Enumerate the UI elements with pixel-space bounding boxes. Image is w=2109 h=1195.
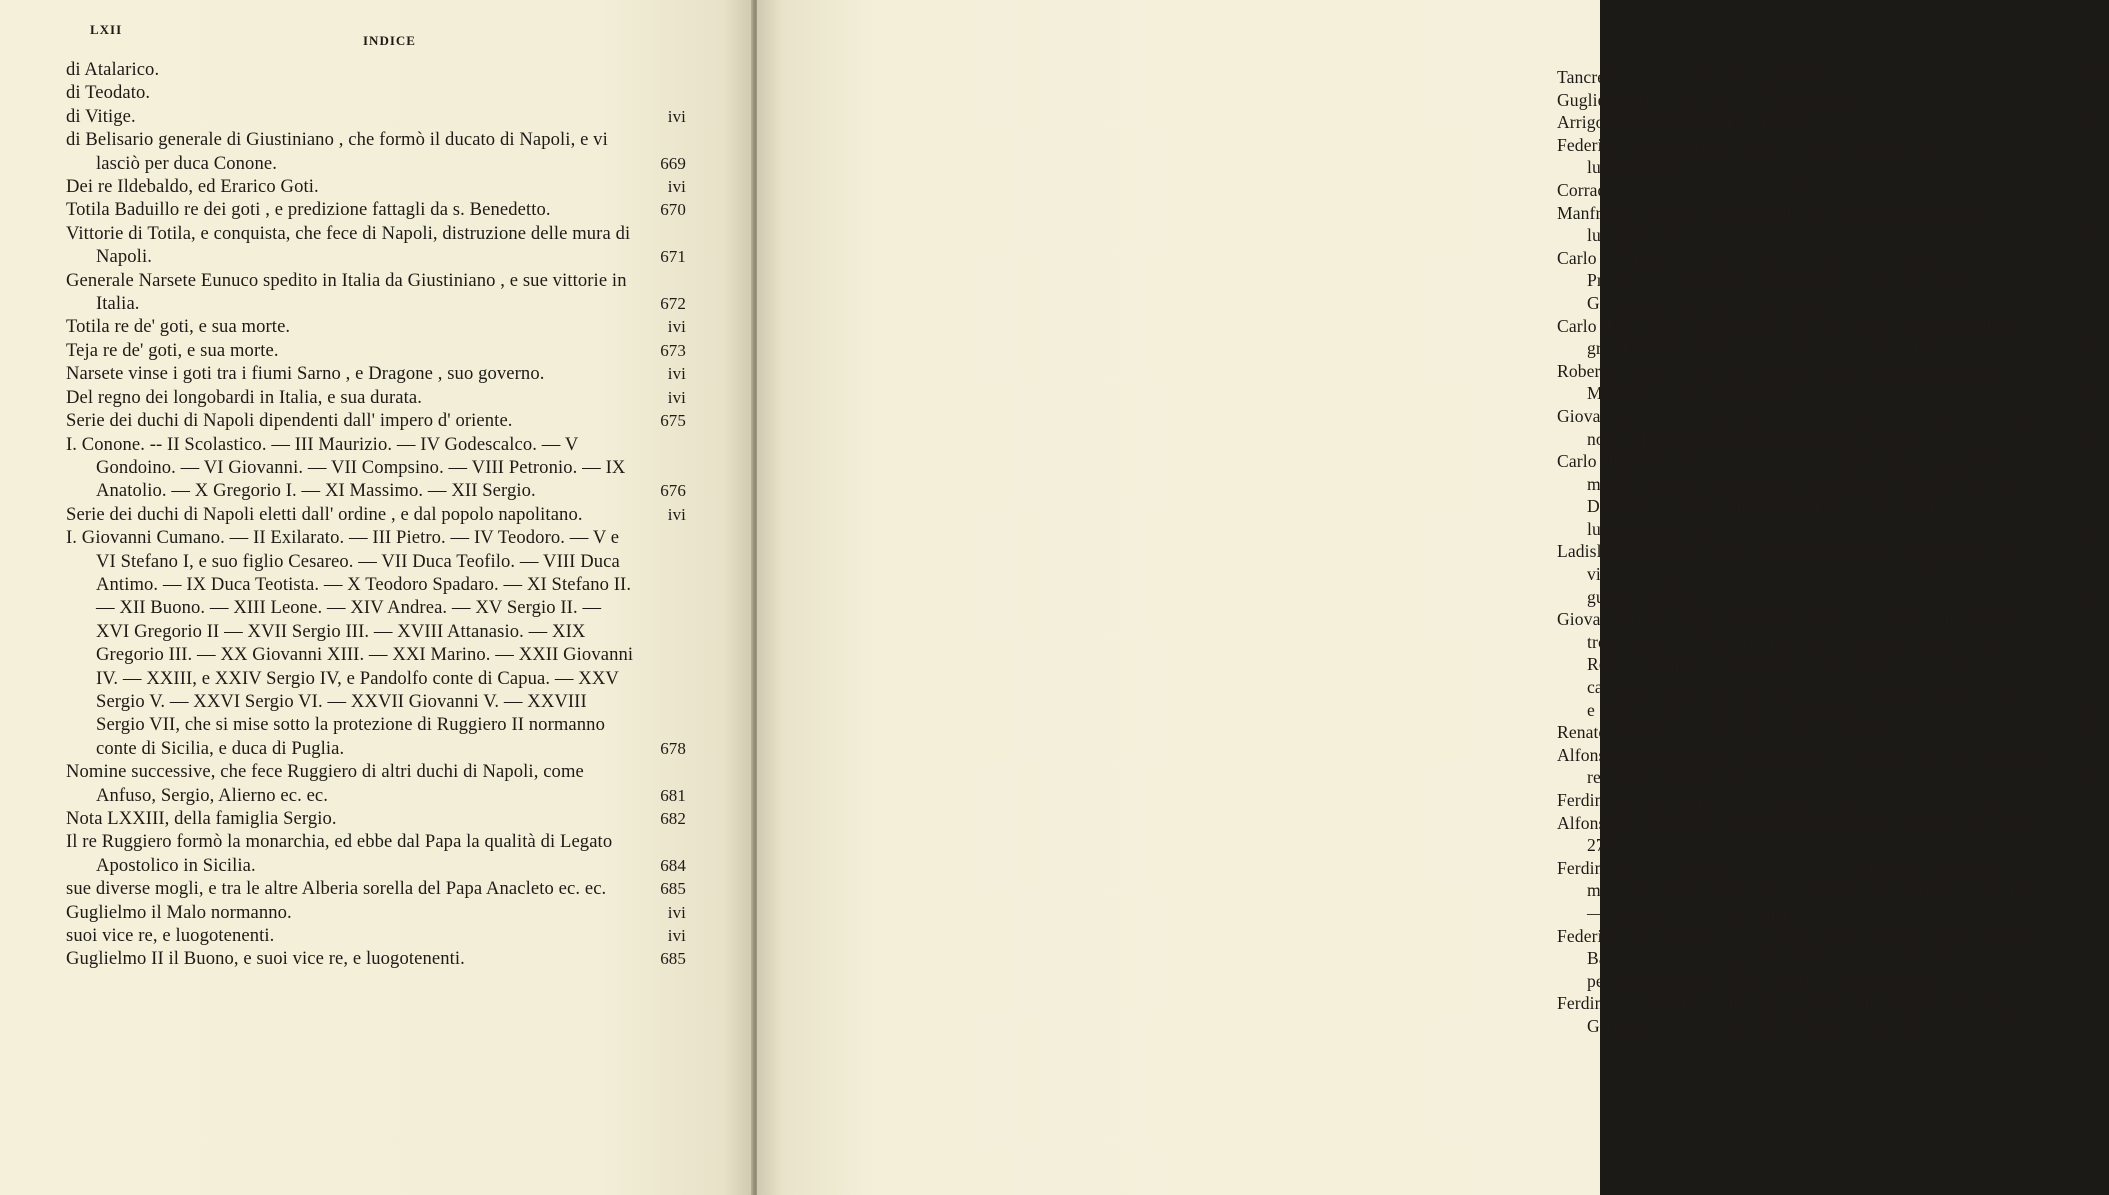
index-entry xyxy=(66,315,686,338)
index-entry xyxy=(66,409,686,432)
page-reference: ivi xyxy=(667,106,686,126)
entry-text: Ladislao di Durazzo, e della famiglia Durazzo da lui derivata, suoi vice re, luogotenenti, e giunta di Vicarii, allorchè faceva la guerra in Italia. xyxy=(1557,541,2032,607)
index-entry xyxy=(66,830,686,877)
page-reference: 684 xyxy=(660,855,686,875)
entry-text: di Teodato. xyxy=(66,82,151,104)
page-reference: 672 xyxy=(660,294,686,314)
entry-text: Ferdinando, o Ferrante I d'Aragona — suoi vice re, e luogotenenti. xyxy=(1557,790,2033,810)
index-entry xyxy=(1557,744,2109,789)
index-entry xyxy=(1557,179,2109,202)
page-reference: 693 xyxy=(2079,428,2105,448)
page-reference: 685 xyxy=(660,879,686,899)
entry-text: Guglielmo II il Buono, e suoi vice re, e luogotenenti. xyxy=(66,948,465,970)
index-entry xyxy=(1557,360,2109,405)
index-entry xyxy=(66,339,686,362)
entry-text: Carlo I d' Angiò , e come fu re di Napoli — sue mogli Beatrice di Provenza, e Margherita di Borgogna — divenne Re di Gerusalemme — suoi luogotenenti. xyxy=(1557,247,2024,313)
index-entry xyxy=(66,760,686,807)
page-reference: ivi xyxy=(2086,89,2105,109)
index-entry xyxy=(66,269,686,316)
entry-text: Nota LXXIII, della famiglia Sergio. xyxy=(66,808,337,829)
index-entry xyxy=(66,503,686,526)
entry-text: Carlo III di Durazzo detto della Pace, e della regina Margherita sua moglie, la quale diè motivo ai Veneziani di occupare lo stato di Durazzo — infelice morte di Carlo — suoi vice re, e luogotenenti. 139, 153, xyxy=(1557,451,2037,539)
page-reference: ivi xyxy=(667,926,686,946)
index-entry xyxy=(1557,540,2109,608)
index-entry xyxy=(66,198,686,221)
entry-text: Federico II d' Aragona — sue mogli, Anna di Savoja, ed Isabella del Balzo assalito da Luigi XII di Francia, dopo inutile resistenza perdette il regno — suoi vice re , e luogotenenti. xyxy=(1557,925,2044,991)
page-reference: 676 xyxy=(660,481,686,501)
index-entry xyxy=(66,901,686,924)
index-entry xyxy=(66,362,686,385)
entry-text: Corrado, suoi vice re e luogotenenti. xyxy=(1557,179,1818,200)
page-reference: 671 xyxy=(660,247,686,267)
running-header: INDICE xyxy=(363,33,416,48)
index-entry xyxy=(66,222,686,269)
page-reference: 673 xyxy=(660,340,686,360)
index-entry xyxy=(1557,89,2109,112)
entry-text: Federico II, e sue diverse mogli , sua morte, suoi vice re, e luogotenenti. xyxy=(1557,134,1975,178)
page-reference: ivi xyxy=(667,364,686,384)
index-entry xyxy=(1557,789,2109,812)
right-page xyxy=(757,0,2109,1195)
index-entry xyxy=(1557,202,2109,247)
index-entry xyxy=(66,105,686,128)
entry-text: I. Conone. -- II Scolastico. — III Maurizio. — IV Godescalco. — V Gondoino. — VI Giovanni. — VII Compsino. — VIII Petronio. — IX Anatolio. — X Gregorio I. — XI Massimo. — XII Sergio. xyxy=(66,433,626,502)
index-entry xyxy=(66,807,686,830)
page-reference: 700 xyxy=(2079,790,2105,809)
page-reference: ivi xyxy=(2086,157,2105,177)
index-entry xyxy=(66,924,686,947)
index-entry xyxy=(1557,134,2109,179)
index-entry xyxy=(66,386,686,409)
page-reference: ivi xyxy=(2086,292,2105,312)
page-reference: 700 xyxy=(2079,835,2105,855)
entry-text: Tancredi, e suoi vice re e luogotenenti. xyxy=(1557,67,1834,87)
page-reference: 669 xyxy=(660,153,686,173)
index-entry xyxy=(1557,812,2109,857)
index-entry xyxy=(66,433,686,503)
page-reference: 694 xyxy=(2079,518,2105,538)
index-entry xyxy=(1557,608,2109,721)
entry-text: Giovanna II successe al fratello Ladislao , adottò per successori al trono il duca di Bedfort, Alfonso I d'Aragona, Luigi d' Angiò , Renato d' Angiò — suoi Vice re, luogotenenti , e reggenza di cavalieri rimasti dopo la sua morte, per governare pel re Renato, e come s' intestava negli atti pubblici. xyxy=(1557,609,2046,720)
index-entry xyxy=(1557,992,2109,1037)
index-entry xyxy=(66,81,686,104)
entry-text: Narsete vinse i goti tra i fiumi Sarno , e Dragone , suo governo. xyxy=(66,363,545,385)
entry-text: Serie dei duchi di Napoli eletti dall' ordine , e dal popolo napolitano. xyxy=(66,503,583,525)
index-entry xyxy=(1557,450,2109,540)
index-entry xyxy=(1557,721,2109,744)
entry-text: Teja re de' goti, e sua morte. xyxy=(66,339,279,361)
entry-text: Ferdinando II d' Aragona , e Carlo VIII di Francia: ( vedi nota XVII , morte d' Antonello Petrucci , e congiura dei baroni , a pag. 162 ) — suoi vice re, e luogotenenti. xyxy=(1557,857,2050,923)
index-entries xyxy=(1557,66,2109,1038)
entry-text: Alfonso II , e della duchessa Ippolita Sforza sua moglie. 273, 274, 276, xyxy=(1557,812,2030,856)
index-entry xyxy=(1557,925,2109,993)
entry-text: Carlo II d' Angiò, e sua moglie Maria erede del trono d' Ungheria, gran numero di figli — suoi vice re, e luogotenenti. xyxy=(1557,315,2028,359)
entry-text: Manfredi fratello di Corrado balio di Corradino, e suoi vice re e luogotenenti. xyxy=(1557,202,2012,246)
page-reference: 690 xyxy=(2079,338,2105,358)
entry-text: suoi vice re, e luogotenenti. xyxy=(66,925,275,947)
page-reference: ivi xyxy=(667,504,686,524)
page-number: LXIII xyxy=(2070,62,2109,77)
index-entry xyxy=(1557,405,2109,450)
index-entry xyxy=(66,947,686,970)
entry-text: Guglielmo III, e suoi vice re e luogotenenti. xyxy=(1557,89,1870,110)
index-entry xyxy=(66,128,686,175)
index-entry xyxy=(66,877,686,900)
page-reference: 675 xyxy=(660,411,686,431)
entry-text: Roberto d' Angiò ebbe per moglie Jolanda d' Aragona, e Sancia di Majorica — suo luogotenente. xyxy=(1557,360,2027,404)
page-number: LXII xyxy=(90,22,123,37)
entry-text: Vittorie di Totila, e conquista, che fece di Napoli, distruzione delle mura di Napoli. xyxy=(66,222,631,268)
entry-text: sue diverse mogli, e tra le altre Alberia sorella del Papa Anacleto ec. ec. xyxy=(66,878,607,900)
running-header: INDICE xyxy=(1832,38,1885,53)
page-reference: 701 xyxy=(2079,902,2105,922)
entry-text: Ferdinando il Cattolico II , sue mogli Isabella Regina di Castiglia, e Germana Fox, e Luigi XII di Francia, suoi vice xyxy=(1557,993,2041,1036)
page-reference: 692 xyxy=(2079,383,2105,403)
entry-text: Totila re de' goti, e sua morte. xyxy=(66,316,291,338)
entry-text: Del regno dei longobardi in Italia, e sua durata. xyxy=(66,386,422,408)
page-reference: ivi xyxy=(2086,179,2105,199)
page-reference: ivi xyxy=(667,177,686,197)
entry-text: di Vitige. xyxy=(66,105,136,127)
index-entry xyxy=(1557,857,2109,925)
index-entry xyxy=(1557,66,2109,89)
entry-text: Generale Narsete Eunuco spedito in Italia da Giustiniano , e sue vittorie in Italia. xyxy=(66,269,627,315)
entry-text: Renato d' Angiò — suoi vice re e luogotenenti. xyxy=(1557,722,1892,743)
index-entry xyxy=(66,526,686,760)
entry-text: Il re Ruggiero formò la monarchia, ed ebbe dal Papa la qualità di Legato Apostolico in Sicilia. xyxy=(66,831,613,876)
left-page xyxy=(0,0,753,1195)
entry-text: I. Giovanni Cumano. — II Exilarato. — III Pietro. — IV Teodoro. — V e VI Stefano I, e suo figlio Cesareo. — VII Duca Teofilo. — VIII Duca Antimo. — IX Duca Teotista. — X Teodoro Spadaro. — XI Stefano II. — XII Buono. — XIII Leone. — XIV Andrea. — XV Sergio II. — XVI Gregorio II — XVII Sergio III. — XVIII Attanasio. — XIX Gregorio III. — XX Giovanni XIII. — XXI Marino. — XXII Giovanni IV. — XXIII, e XXIV Sergio IV, e Pandolfo conte di Capua. — XXV Sergio V. — XXVI Sergio VI. — XXVII Giovanni V. — XXVIII Sergio VII, che si mise sotto la protezione di Ruggiero II normanno conte di Sicilia, e duca di Puglia. xyxy=(66,527,634,759)
index-entry xyxy=(1557,247,2109,315)
page-reference: 698 xyxy=(2079,722,2105,742)
page-reference: 689 xyxy=(2079,225,2105,245)
page-reference: 696 xyxy=(2079,586,2105,606)
index-entry xyxy=(1557,111,2109,134)
entry-text: Totila Baduillo re dei goti , e predizione fattagli da s. Benedetto. xyxy=(66,199,551,221)
entry-text: Nomine successive, che fece Ruggiero di altri duchi di Napoli, come Anfuso, Sergio, Alierno ec. ec. xyxy=(66,761,584,806)
entry-text: Dei re Ildebaldo, ed Erarico Goti. xyxy=(66,176,319,198)
page-reference: 697 xyxy=(2079,699,2105,719)
entry-text: Arrigo VI figlio di Federico Barbarossa. xyxy=(1557,112,1845,133)
index-entry xyxy=(1557,315,2109,360)
page-reference: 678 xyxy=(660,738,686,758)
page-reference: 687 xyxy=(2079,112,2105,132)
page-reference: 681 xyxy=(660,785,686,805)
page-reference: 682 xyxy=(660,809,686,828)
entry-text: di Belisario generale di Giustiniano , che formò il ducato di Napoli, e vi lasciò per duca Conone. xyxy=(66,129,608,174)
page-reference: 702 xyxy=(2079,970,2105,990)
page-reference: ivi xyxy=(667,317,686,337)
entry-text: di Atalarico. xyxy=(66,59,160,80)
page-reference: 670 xyxy=(660,200,686,220)
entry-text: Serie dei duchi di Napoli dipendenti dall' impero d' oriente. xyxy=(66,410,513,432)
page-reference: 685 xyxy=(660,949,686,969)
entry-text: Guglielmo il Malo normanno. xyxy=(66,901,292,923)
index-entries xyxy=(66,58,686,971)
index-entry xyxy=(66,175,686,198)
index-entry xyxy=(66,58,686,81)
entry-text: Alfonso I d'Aragona, e di Ferdinando suo figlio naturale — suoi vice re, e luogotenenti. 56, xyxy=(1557,744,2049,788)
page-reference: ivi xyxy=(667,902,686,922)
page-reference: 699 xyxy=(2079,767,2105,787)
page-reference: ivi xyxy=(667,387,686,407)
entry-text: Giovanna I, e dei quattro suoi successivi mariti, e come morì, ( leggi nota XIII ) suoi vice re, e luogotenenti. 136, 197, xyxy=(1557,405,2047,449)
